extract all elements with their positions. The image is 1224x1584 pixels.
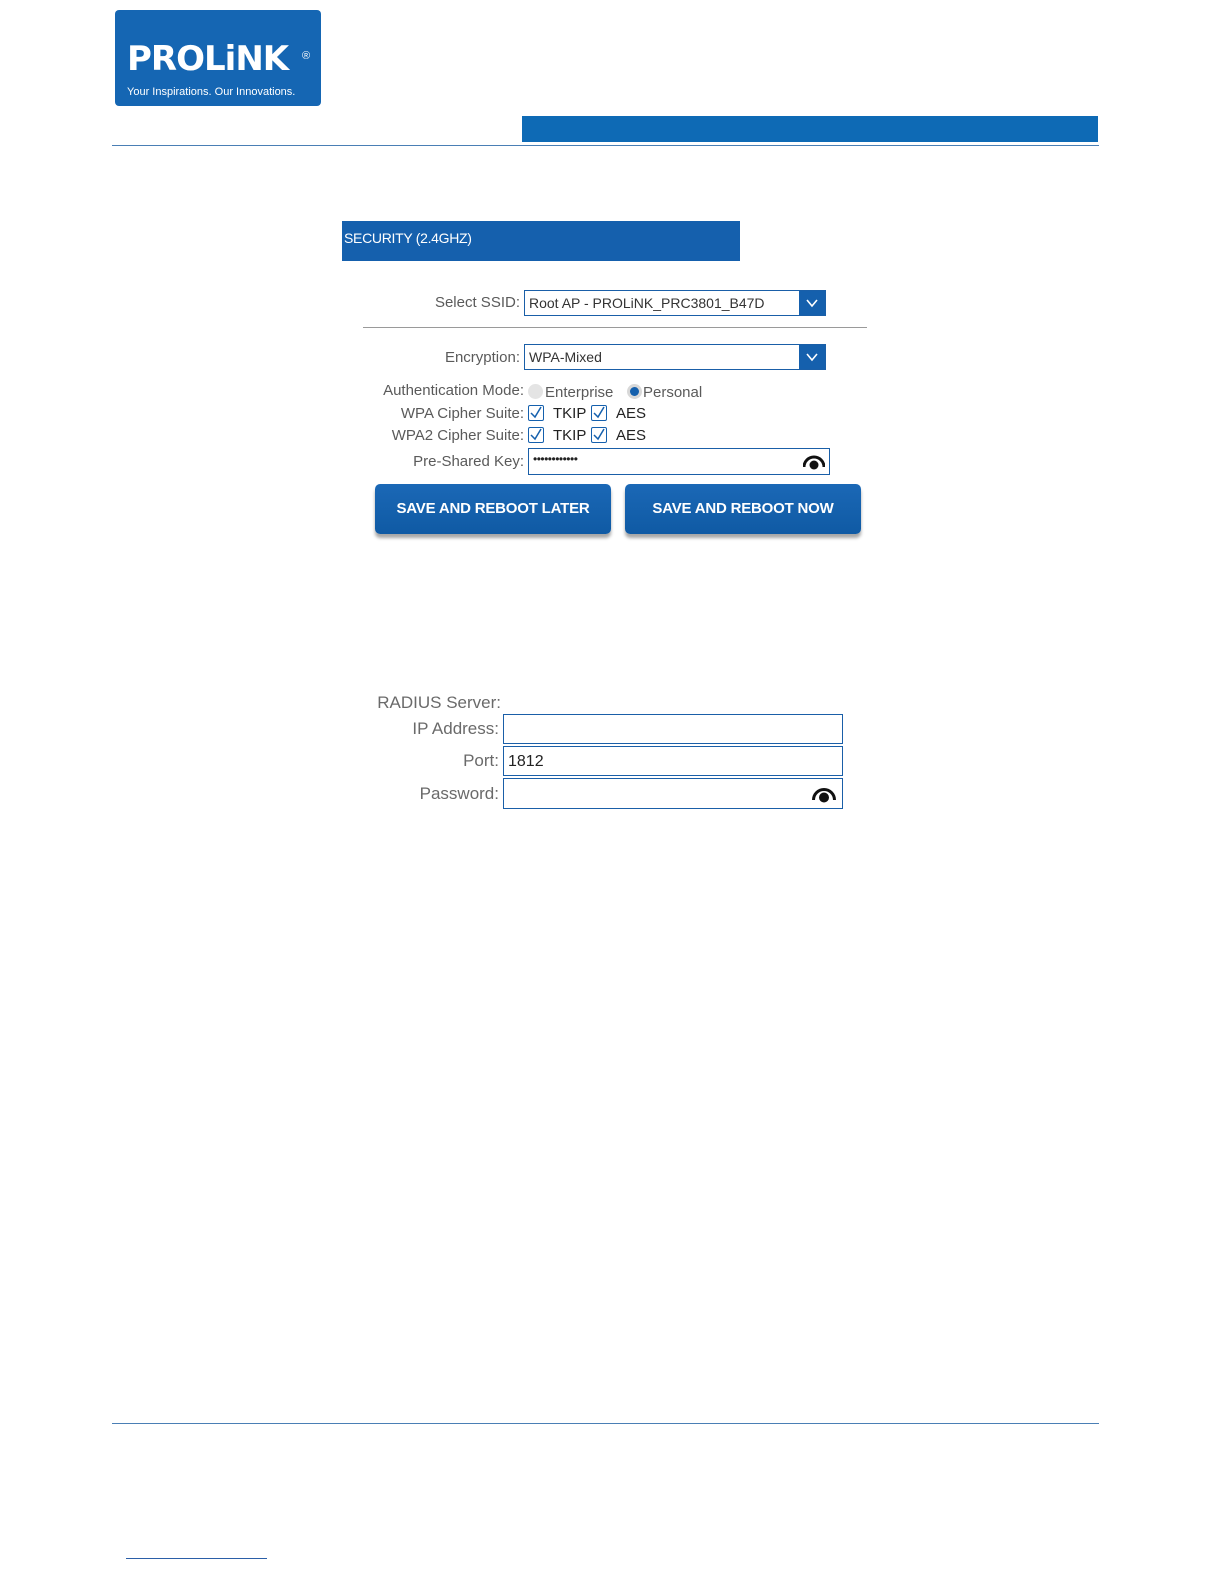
footer-link-underline (126, 1558, 267, 1559)
auth-mode-label: Authentication Mode: (383, 382, 524, 399)
checkmark-icon (593, 406, 605, 419)
ssid-select-value: Root AP - PROLiNK_PRC3801_B47D (529, 295, 765, 311)
eye-icon[interactable] (812, 785, 836, 803)
wpa2-tkip-label: TKIP (553, 427, 587, 444)
footer-divider (112, 1423, 1099, 1424)
radius-password-label: Password: (419, 784, 499, 803)
section-title: SECURITY (2.4GHZ) (344, 230, 472, 246)
header-divider (112, 145, 1099, 146)
radius-port-input[interactable] (503, 746, 843, 776)
psk-value: •••••••••••• (533, 452, 578, 466)
eye-icon[interactable] (803, 454, 825, 470)
psk-input[interactable] (528, 448, 830, 475)
radius-port-value: 1812 (508, 753, 544, 770)
personal-radio-label: Personal (643, 384, 703, 401)
wpa2-cipher-label: WPA2 Cipher Suite: (391, 427, 524, 444)
radius-port-label: Port: (463, 751, 499, 770)
wpa-tkip-label: TKIP (553, 405, 587, 422)
personal-radio[interactable] (627, 384, 642, 399)
enterprise-radio[interactable] (528, 384, 543, 399)
wpa2-aes-label: AES (616, 427, 647, 444)
wpa2-tkip-checkbox[interactable] (528, 427, 544, 443)
logo-tagline: Your Inspirations. Our Innovations. (127, 86, 296, 98)
ssid-divider (363, 327, 867, 328)
save-reboot-now-button[interactable]: SAVE AND REBOOT NOW (625, 484, 861, 534)
checkmark-icon (530, 406, 542, 419)
radius-ip-input[interactable] (503, 714, 843, 744)
chevron-down-icon[interactable] (799, 345, 825, 369)
logo-registered-mark: ® (302, 50, 311, 62)
header-bar (522, 116, 1098, 142)
chevron-down-icon[interactable] (799, 291, 825, 315)
checkmark-icon (530, 428, 542, 441)
logo-brand-text: PROLiNK (127, 39, 289, 79)
radius-ip-label: IP Address: (412, 719, 499, 738)
prolink-logo (115, 10, 321, 106)
wpa-cipher-label: WPA Cipher Suite: (400, 405, 524, 422)
ssid-label: Select SSID: (434, 294, 520, 311)
checkmark-icon (593, 428, 605, 441)
section-title-bar (342, 221, 740, 261)
encryption-select[interactable] (524, 344, 826, 370)
save-reboot-later-button[interactable]: SAVE AND REBOOT LATER (375, 484, 611, 534)
psk-label: Pre-Shared Key: (413, 453, 524, 470)
wpa2-aes-checkbox[interactable] (591, 427, 607, 443)
encryption-select-value: WPA-Mixed (529, 349, 602, 365)
ssid-select[interactable] (524, 290, 826, 316)
radius-password-input[interactable] (503, 778, 843, 809)
encryption-label: Encryption: (444, 349, 520, 366)
wpa-aes-label: AES (616, 405, 647, 422)
wpa-aes-checkbox[interactable] (591, 405, 607, 421)
radius-server-title: RADIUS Server: (377, 693, 501, 712)
enterprise-radio-label: Enterprise (545, 384, 614, 401)
wpa-tkip-checkbox[interactable] (528, 405, 544, 421)
